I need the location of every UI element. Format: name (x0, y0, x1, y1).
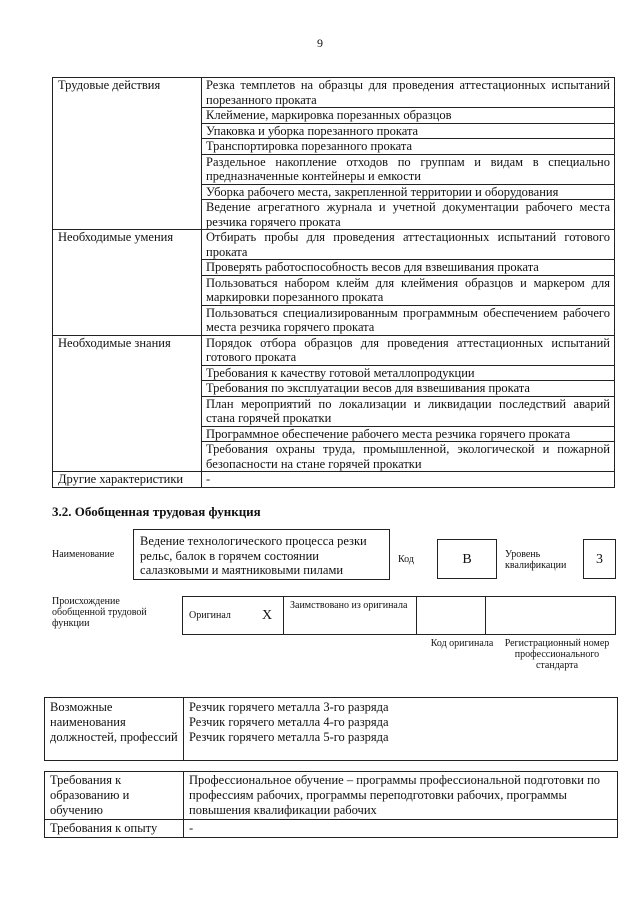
positions-label: Возможные наименования должностей, профессий (45, 698, 184, 761)
code-label: Код (398, 554, 414, 565)
origin-label: Происхождение обобщенной трудовой функции (52, 596, 147, 629)
name-label: Наименование (52, 549, 115, 560)
table-cell: Требования охраны труда, промышленной, экологической и пожарной безопасности на стане горячей прокатки (202, 442, 615, 472)
origin-mark: X (251, 597, 284, 635)
experience-value: - (184, 820, 618, 838)
education-table (44, 771, 618, 838)
table-cell: Раздельное накопление отходов по группам и видам в специально предназначенные контейнеры и емкости (202, 154, 615, 184)
row-group-label: Трудовые действия (53, 78, 202, 230)
table-cell: Упаковка и уборка порезанного проката (202, 123, 615, 139)
table-cell: Уборка рабочего места, закрепленной территории и оборудования (202, 184, 615, 200)
table-cell: Пользоваться набором клейм для клеймения образцов и маркером для маркировки порезанного проката (202, 275, 615, 305)
origin-table (182, 596, 616, 635)
table-row (53, 472, 615, 488)
table-cell: Порядок отбора образцов для проведения аттестационных испытаний готового проката (202, 335, 615, 365)
page-number: 9 (317, 36, 323, 50)
table-cell: Требования к качеству готовой металлопродукции (202, 365, 615, 381)
table-row (53, 230, 615, 260)
table-cell: Клеймение, маркировка порезанных образцов (202, 108, 615, 124)
position-item: Резчик горячего металла 3-го разряда (189, 700, 389, 714)
row-group-label: Другие характеристики (53, 472, 202, 488)
education-value: Профессиональное обучение – программы профессиональной подготовки по профессиям рабочих, программы переподготовки рабочих, программы повышения квалификации рабочих (184, 772, 618, 820)
origin-borrowed-label: Заимствовано из оригинала (284, 597, 417, 635)
table-cell: Резка темплетов на образцы для проведения аттестационных испытаний порезанного проката (202, 78, 615, 108)
table-cell: Проверять работоспособность весов для взвешивания проката (202, 260, 615, 276)
experience-label: Требования к опыту (45, 820, 184, 838)
table-cell: План мероприятий по локализации и ликвидации последствий аварий стана горячей прокатки (202, 396, 615, 426)
table-cell: Ведение агрегатного журнала и учетной документации рабочего места резчика горячего проката (202, 200, 615, 230)
positions-list (184, 698, 618, 761)
table-cell: Транспортировка порезанного проката (202, 139, 615, 155)
position-item: Резчик горячего металла 5-го разряда (189, 730, 389, 744)
positions-table (44, 697, 618, 761)
row-group-label: Необходимые умения (53, 230, 202, 336)
table-cell: - (202, 472, 615, 488)
function-title: Ведение технологического процесса резки рельс, балок в горячем состоянии салазковыми и маятниковыми пилами (133, 529, 390, 580)
level-value: 3 (583, 539, 616, 579)
education-label: Требования к образованию и обучению (45, 772, 184, 820)
table-cell: Программное обеспечение рабочего места резчика горячего проката (202, 426, 615, 442)
origin-original-label: Оригинал (183, 597, 252, 635)
row-group-label: Необходимые знания (53, 335, 202, 472)
origin-reg-cell (486, 597, 616, 635)
section-heading: 3.2. Обобщенная трудовая функция (52, 504, 261, 519)
position-item: Резчик горячего металла 4-го разряда (189, 715, 389, 729)
table-cell: Отбирать пробы для проведения аттестационных испытаний готового проката (202, 230, 615, 260)
table-cell: Требования по эксплуатации весов для взвешивания проката (202, 381, 615, 397)
labor-functions-table (52, 77, 615, 488)
code-value: B (437, 539, 497, 579)
origin-code-caption: Код оригинала (430, 638, 494, 649)
table-row (53, 78, 615, 108)
table-row (53, 335, 615, 365)
origin-code-cell (417, 597, 486, 635)
origin-reg-caption: Регистрационный номер профессионального стандарта (504, 638, 610, 671)
level-label: Уровень квалификации (505, 549, 567, 571)
table-cell: Пользоваться специализированным программным обеспечением рабочего места резчика горячего проката (202, 305, 615, 335)
